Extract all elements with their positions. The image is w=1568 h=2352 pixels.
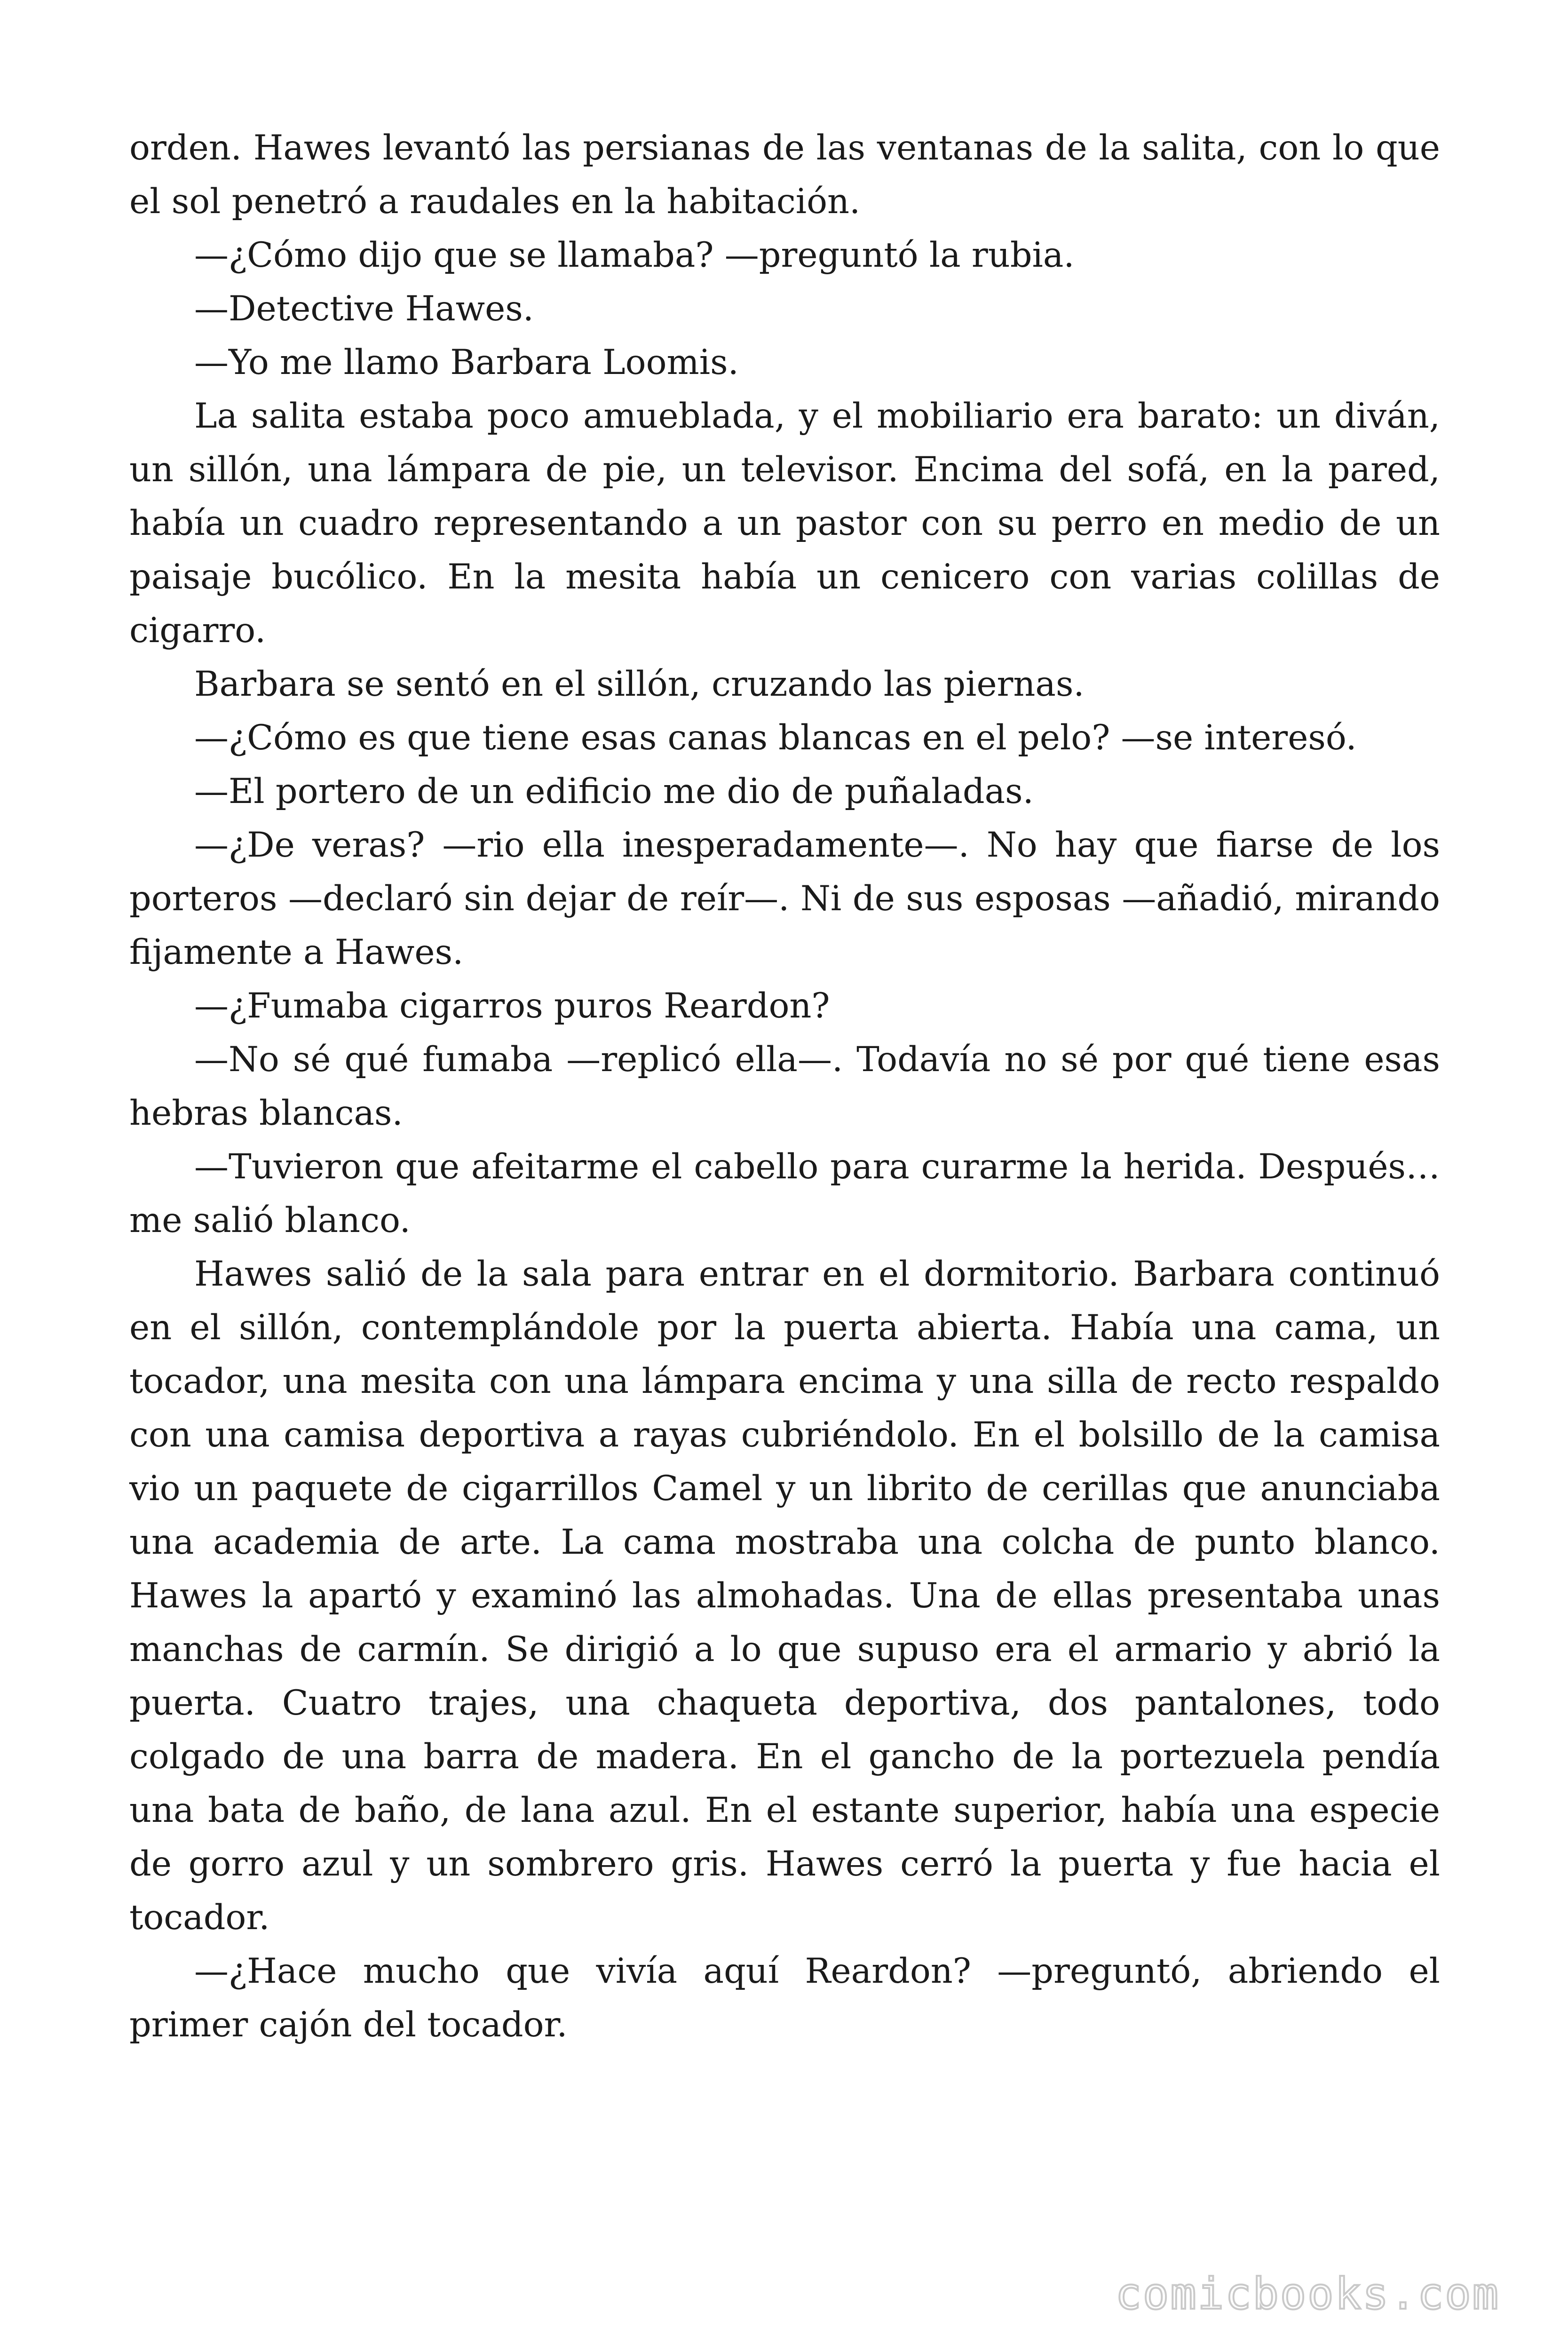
watermark-text: comicbooks.com xyxy=(1115,2269,1500,2319)
paragraph-8: —El portero de un edificio me dio de puñaladas. xyxy=(194,771,1034,811)
paragraph-11: —No sé qué fumaba —replicó ella—. Todavía no sé por qué tiene esas hebras blancas. xyxy=(129,1040,1440,1133)
paragraph-4: —Yo me llamo Barbara Loomis. xyxy=(194,342,739,382)
paragraph-7: —¿Cómo es que tiene esas canas blancas en el pelo? —se interesó. xyxy=(194,718,1357,758)
paragraph-12: —Tuvieron que afeitarme el cabello para curarme la herida. Después… me salió blanco. xyxy=(129,1147,1440,1240)
paragraph-6: Barbara se sentó en el sillón, cruzando las piernas. xyxy=(194,664,1085,704)
paragraph-2: —¿Cómo dijo que se llamaba? —preguntó la rubia. xyxy=(194,235,1075,275)
paragraph-13: Hawes salió de la sala para entrar en el dormitorio. Barbara continuó en el sillón, contemplándole por la puerta abierta. Había una cama, un tocador, una mesita con una lámpara encima y una silla de recto respaldo con una camisa deportiva a rayas cubriéndolo. En el bolsillo de la camisa vio un paquete de cigarrillos Camel y un librito de cerillas que anunciaba una academia de arte. La cama mostraba una colcha de punto blanco. Hawes la apartó y examinó las almohadas. Una de ellas presentaba unas manchas de carmín. Se dirigió a lo que supuso era el armario y abrió la puerta. Cuatro trajes, una chaqueta deportiva, dos pantalones, todo colgado de una barra de madera. En el gancho de la portezuela pendía una bata de baño, de lana azul. En el estante superior, había una especie de gorro azul y un sombrero gris. Hawes cerró la puerta y fue hacia el tocador. xyxy=(129,1254,1440,1938)
book-page-text xyxy=(129,121,1440,2052)
paragraph-9: —¿De veras? —rio ella inesperadamente—. No hay que fiarse de los porteros —declaró sin dejar de reír—. Ni de sus esposas —añadió, mirando fijamente a Hawes. xyxy=(129,825,1440,972)
paragraph-10: —¿Fumaba cigarros puros Reardon? xyxy=(194,986,830,1026)
paragraph-5: La salita estaba poco amueblada, y el mobiliario era barato: un diván, un sillón, una lámpara de pie, un televisor. Encima del sofá, en la pared, había un cuadro representando a un pastor con su perro en medio de un paisaje bucólico. En la mesita había un cenicero con varias colillas de cigarro. xyxy=(129,396,1440,651)
paragraph-1: orden. Hawes levantó las persianas de las ventanas de la salita, con lo que el sol penetró a raudales en la habitación. xyxy=(129,128,1440,222)
paragraph-14: —¿Hace mucho que vivía aquí Reardon? —preguntó, abriendo el primer cajón del tocador. xyxy=(129,1951,1440,2045)
paragraph-3: —Detective Hawes. xyxy=(194,289,534,329)
